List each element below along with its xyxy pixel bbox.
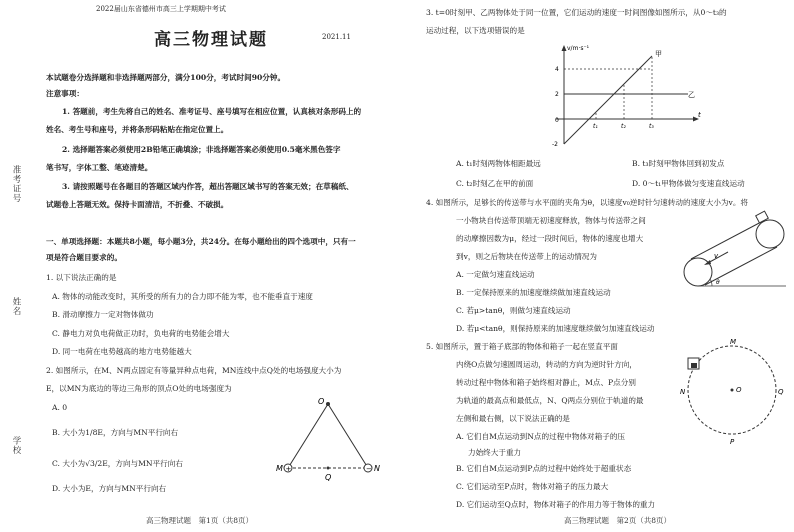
q5-stem-a: 5. 如图所示，置于箱子底部的物体和箱子一起在竖直平面 <box>426 342 618 351</box>
velocity-time-graph <box>550 42 710 150</box>
side-label-school: 学校 <box>11 436 21 455</box>
notice-3a: 3. 请按照题号在各题目的答题区域内作答，超出答题区域书写的答案无效；在草稿纸、 <box>62 182 354 191</box>
svg-text:+: + <box>285 465 292 473</box>
point-p: P <box>730 438 735 446</box>
exam-page-2 <box>404 0 794 532</box>
q4-option-c: C. 若μ>tanθ，则做匀速直线运动 <box>456 306 571 315</box>
notice-heading: 注意事项： <box>46 89 84 98</box>
point-q: Q <box>778 388 784 396</box>
section-heading-a: 一、单项选择题：本题共8小题，每小题3分，共24分。在每小题给出的四个选项中，只有一 <box>46 237 356 246</box>
q2-option-c: C. 大小为√3/2E，方向与MN平行向右 <box>52 459 183 468</box>
q1-option-d: D. 同一电荷在电势越高的地方电势能越大 <box>52 347 192 356</box>
q2-stem-a: 2. 如图所示，在M、N两点固定有等量异种点电荷，MN连线中点Q处的电场强度大小为 <box>46 366 342 375</box>
q5-option-c: C. 它们运动至P点时，物体对箱子的压力最大 <box>456 482 609 491</box>
tick-4: 4 <box>555 66 559 73</box>
notice-1b: 姓名、考生号和座号，并将条形码粘贴在指定位置上。 <box>46 125 229 134</box>
q1-option-c: C. 静电力对负电荷做正功时，负电荷的电势能会增大 <box>52 329 230 338</box>
q4-stem-b: 一小物块自传送带顶端无初速度释放，物体与传送带之间 <box>456 216 646 225</box>
q1-option-b: B. 滑动摩擦力一定对物体做功 <box>52 310 154 319</box>
q2-stem-b: E，以MN为底边的等边三角形的顶点O处的电场强度为 <box>46 384 232 393</box>
graph-x-label: t <box>698 111 701 119</box>
point-m: M <box>730 338 737 346</box>
q3-stem-a: 3. t=0时刻甲、乙两物体处于同一位置，它们运动的速度一时间图像如图所示，从0～t₃的 <box>426 8 727 17</box>
point-o: O <box>736 386 742 394</box>
conveyor-belt-diagram <box>678 208 790 292</box>
q4-option-d: D. 若μ<tanθ，则保持原来的加速度继续做匀加速直线运动 <box>456 324 655 333</box>
q5-stem-b: 内绕O点做匀速圆周运动，转动的方向为逆时针方向， <box>456 360 637 369</box>
q4-stem-c: 的动摩擦因数为μ，经过一段时间后，物体的速度也增大 <box>456 234 644 243</box>
q2-option-b: B. 大小为1/8E，方向与MN平行向右 <box>52 428 179 437</box>
q5-option-b: B. 它们自M点运动到P点的过程中始终处于超重状态 <box>456 464 632 473</box>
section-heading-b: 项是符合题目要求的。 <box>46 253 122 262</box>
side-label-name: 姓名 <box>11 297 21 316</box>
exam-name: 2022届山东省德州市高三上学期期中考试 <box>96 5 226 13</box>
q4-option-b: B. 一定保持原来的加速度继续做加速直线运动 <box>456 288 611 297</box>
q5-stem-e: 左侧和最右侧，以下说法正确的是 <box>456 414 570 423</box>
page-footer-1: 高三物理试题 第1页（共8页） <box>146 516 254 525</box>
q5-stem-d: 为轨道的最高点和最低点，N、Q两点分别位于轨道的最 <box>456 396 644 405</box>
q5-option-d: D. 它们运动至Q点时，物体对箱子的作用力等于物体的重力 <box>456 500 656 509</box>
q4-option-a: A. 一定做匀速直线运动 <box>456 270 535 279</box>
notice-2a: 2. 选择题答案必须使用2B铅笔正确填涂；非选择题答案必须使用0.5毫米黑色签字 <box>62 145 341 154</box>
page-title: 高三物理试题 <box>154 30 268 50</box>
q4-stem-d: 到v，则之后物块在传送带上的运动情况为 <box>456 252 597 261</box>
belt-angle-label: θ <box>716 279 720 286</box>
belt-velocity-label: v <box>714 252 719 260</box>
tick-2: 2 <box>555 91 559 98</box>
q1-option-a: A. 物体的动能改变时，其所受的所有力的合力即不能为零，也不能垂直于速度 <box>52 292 313 301</box>
q3-option-b: B. t₃时刻甲物体回到初发点 <box>632 159 725 168</box>
graph-label-yi: 乙 <box>688 91 695 99</box>
q3-option-a: A. t₁时刻两物体相距最远 <box>456 159 541 168</box>
exam-date: 2021.11 <box>322 33 351 41</box>
q2-option-d: D. 大小为E，方向与MN平行向右 <box>52 484 167 493</box>
label-q: Q <box>325 473 332 482</box>
page-footer-2: 高三物理试题 第2页（共8页） <box>564 516 672 525</box>
notice-3b: 试题卷上答题无效。保持卡面清洁，不折叠、不破损。 <box>46 200 229 209</box>
charge-triangle-diagram <box>276 392 386 482</box>
tick-0: 0 <box>555 117 559 124</box>
q5-option-a-cont: 力始终大于重力 <box>468 448 522 457</box>
tick-t3: t₃ <box>649 123 654 130</box>
notice-1a: 1. 答题前，考生先将自己的姓名、准考证号、座号填写在相应位置，认真核对条形码上的 <box>62 107 362 116</box>
side-label-exam-number: 准考证号 <box>11 165 21 203</box>
q3-stem-b: 运动过程，以下选项错误的是 <box>426 26 525 35</box>
q3-option-c: C. t₂时刻乙在甲的前面 <box>456 179 534 188</box>
q2-option-a: A. 0 <box>52 403 68 412</box>
tick-t2: t₂ <box>621 123 626 130</box>
graph-label-jia: 甲 <box>655 50 662 58</box>
q1-stem: 1. 以下说法正确的是 <box>46 273 117 282</box>
label-m: M <box>276 464 283 473</box>
circular-motion-diagram <box>676 336 786 446</box>
label-n: N <box>374 464 380 473</box>
intro-text: 本试题卷分选择题和非选择题两部分，满分100分，考试时间90分钟。 <box>46 73 286 82</box>
q5-stem-c: 转动过程中物体和箱子始终相对静止，M点、P点分别 <box>456 378 636 387</box>
tick-neg2: -2 <box>552 141 558 148</box>
svg-text:−: − <box>366 465 372 473</box>
q3-option-d: D. 0～t₁甲物体做匀变速直线运动 <box>632 179 745 188</box>
tick-t1: t₁ <box>593 123 598 130</box>
notice-2b: 笔书写，字体工整、笔迹清楚。 <box>46 163 153 172</box>
graph-y-label: v/m·s⁻¹ <box>567 45 590 52</box>
q5-option-a: A. 它们自M点运动到N点的过程中物体对箱子的压 <box>456 432 626 441</box>
q4-stem-a: 4. 如图所示，足够长的传送带与水平面的夹角为θ，以速度v₀逆时针匀速转动的速度大小为v。将 <box>426 198 749 207</box>
label-o: O <box>318 397 325 406</box>
point-n: N <box>680 388 686 396</box>
